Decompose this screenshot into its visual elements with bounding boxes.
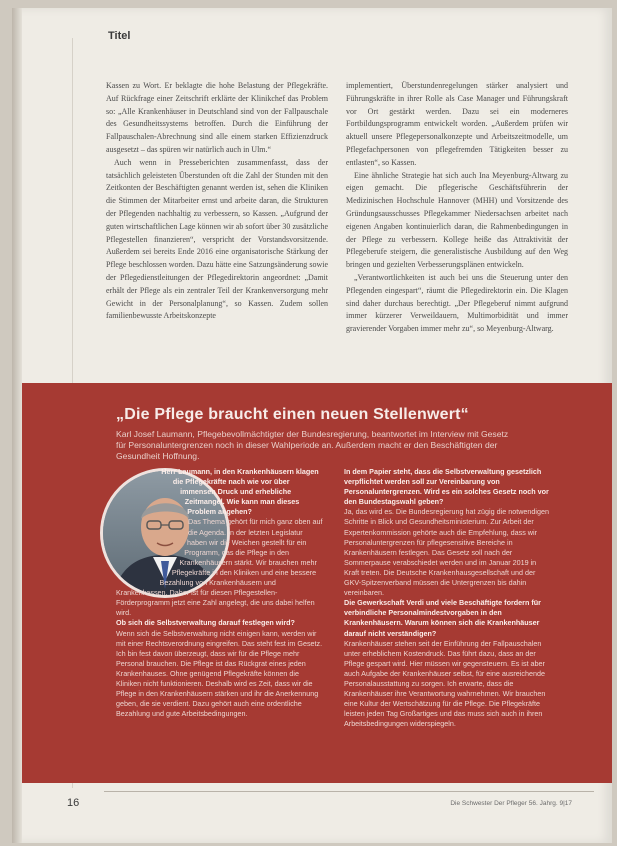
section-label: Titel (108, 30, 131, 42)
interview-question: In dem Papier steht, dass die Selbstverwaltung gesetzlich verpflichtet werden soll zur Vereinbarung von Personaluntergrenzen. Wird es ein solches Gesetz noch vor den Bundestagswahl geben? (344, 467, 549, 507)
article-paragraph: Auch wenn in Presseberichten zusammenfasst, dass der tatsächlich geleisteten Überstunden oft die Zahl der Stunden mit den Zeitkonten der Beschäftigten genannt werden ist, sehen die Kliniken die Stimmen der Mitarbeiter ernst und arbeite daran, die Strukturen der Pflegenden nachhaltig zu verbessern, so Kassen. „Aufgrund der guten wirtschaftlichen Lage können wir ab sofort über 30 zusätzliche Pflegestellen finanzieren“, verspricht der Vorstandsvorsitzende. Außerdem sei bereits Ende 2016 eine organisatorische Stärkung der Pflege beschlossen worden. Dazu hätte eine Satzungsänderung sowie der Pflegedienstleitungen der Pflegedirektorin angeordnet: „Damit erhält der Pflege als ein zentraler Teil der Krankenversorgung mehr Gewicht in der Personalplanung“, so Kassen. Zudem sollen familienbewusste Arbeitskonzepte (106, 157, 328, 321)
interview-question: Ob sich die Selbstverwaltung darauf festlegen wird? (116, 618, 295, 628)
magazine-page (12, 8, 612, 843)
interview-question: Die Gewerkschaft Verdi und viele Beschäftigte fordern für verbindliche Personalmindestvorgaben in den Krankenhäusern. Warum können sich die Krankenhäuser darauf nicht verständigen? (344, 598, 541, 638)
interview-intro: Karl Josef Laumann, Pflegebevollmächtigter der Bundesregierung, beantwortet im Interview mit Gesetz für Personaluntergrenzen noch in dieser Wahlperiode an. Außerdem macht er den Beschäftigten der Gesundheit Hoffnung. (116, 429, 509, 461)
interview-column-left (116, 467, 324, 719)
running-footer: Die Schwester Der Pfleger 56. Jahrg. 9|17 (450, 800, 572, 807)
article-paragraph: implementiert, Überstundenregelungen stärker analysiert und Führungskräfte in ihrer Rolle als Case Manager und Führungskraft vor Ort gestärkt werden. Dazu sei ein moderneres Fortbildungsprogramm entwickelt worden. „Außerdem prüfen wir aktuell unsere Pflegepersonalkonzepte und Arbeitszeitmodelle, um Pflegefachpersonen von pflegefremden Tätigkeiten besser zu entlasten“, so Kassen. (346, 81, 568, 167)
interview-box (22, 383, 612, 783)
interview-answer: Das Thema gehört für mich ganz oben auf die Agenda. In der letzten Legislatur haben wir die Weichen gestellt für ein Programm, das die Pflege in den Krankenhäusern stärkt. Wir brauchen mehr Pflegekräfte in den Kliniken und eine bessere Bezahlung von Krankenhäusern und Krankenkassen. Daher ist für diesen Pflegestellen-Förderprogramm jetzt eine Zahl angelegt, die uns dabei helfen wird. (116, 517, 323, 618)
article-column-right (346, 80, 568, 336)
interview-column-right (344, 467, 552, 729)
page-binding (12, 8, 22, 843)
article-paragraph: Eine ähnliche Strategie hat sich auch Ina Meyenburg-Altwarg zu eigen gemacht. Die pflegerische Geschäftsführerin der Medizinischen Hochschule Hannover (MHH) und Vorsitzende des Gründungsausschusses Pflegekammer Niedersachsen arbeitet nach eigenen Angaben kontinuierlich daran, die Rahmenbedingungen in der Pflege zu verbessern. Kollege heiße das Attraktivität der Pflegeberufe steigern, die generalistische Ausbildung auf den Weg bringen und gezielten Verbesserungsplänen entwickeln. (346, 170, 568, 270)
interview-answer: Krankenhäuser stehen seit der Einführung der Fallpauschalen unter erheblichem Kostendruck. Das führt dazu, dass an der Pflege gespart wird. Hier müssen wir gegensteuern. Es ist aber auch Aufgabe der Krankenhäuser selbst, für eine ausreichende Personalausstattung zu sorgen. Ich erwarte, dass die Krankenhäuser ihre Verantwortung wahrnehmen. Wir brauchen eine Kultur der Wertschätzung für die Pflege. Die Pflegekräfte leisten jeden Tag Großartiges und das muss sich auch in ihren Arbeitsbedingungen widerspiegeln. (344, 638, 546, 729)
article-paragraph: Kassen zu Wort. Er beklagte die hohe Belastung der Pflegekräfte. Auf Rückfrage einer Zeitschrift erklärte der Klinikchef das Problem so: „Alle Krankenhäuser in Deutschland sind von der Fallpauschale des Gesundheitssystems betroffen. Durch die Einführung der Fallpauschalen-Abrechnung sind alle einem starken Effizienzdruck ausgesetzt – das spüren wir natürlich auch in Ulm.“ (106, 81, 328, 154)
article-column-left (106, 80, 328, 323)
interview-question: Herr Laumann, in den Krankenhäusern klagen die Pflegekräfte nach wie vor über immensen Druck und erhebliche Zeitmangel. Wie kann man dieses Problem angehen? (161, 467, 319, 517)
page-number: 16 (67, 797, 80, 809)
footer-rule (104, 791, 594, 792)
article-paragraph: „Verantwortlichkeiten ist auch bei uns die Steuerung unter den Pflegenden eingespart“, räumt die Pflegedirektorin ein. Die Klagen sind daher durchaus berechtigt. „Der Pflegeberuf nimmt aufgrund immer kürzerer Verweildauern, Multimorbidität und immer gravierender Vorgaben immer mehr zu“, so Meyenburg-Altwarg. (346, 272, 568, 334)
interview-title: „Die Pflege braucht einen neuen Stellenwert“ (116, 406, 469, 423)
interview-answer: Wenn sich die Selbstverwaltung nicht einigen kann, werden wir mit einer Rechtsverordnung eingreifen. Das steht fest im Gesetz. Ich bin fest davon überzeugt, dass wir für die Pflege mehr Personal brauchen. Die Pflege ist das Rückgrat eines jeden Krankenhauses. Ohne genügend Pflegekräfte können die Kliniken nicht funktionieren. Deshalb wird es Zeit, dass wir die Pflege in den Krankenhäusern stärken und ihr die Anerkennung geben, die sie verdient. Dazu gehört auch eine ordentliche Bezahlung und gute Arbeitsbedingungen. (116, 628, 323, 719)
interview-answer: Ja, das wird es. Die Bundesregierung hat zügig die notwendigen Schritte in Blick und Gesundheitsministerium. Zur Arbeit der Expertenkommission gehörte auch die Empfehlung, dass wir Personaluntergrenzen für pflegesensitive Bereiche in Krankenhäusern festlegen. Das Gesetz soll nach der Sommerpause verabschiedet werden und im Januar 2019 in Kraft treten. Die Deutsche Krankenhausgesellschaft und der GKV-Spitzenverband müssen die Untergrenzen bis dahin vereinbaren. (344, 507, 549, 598)
